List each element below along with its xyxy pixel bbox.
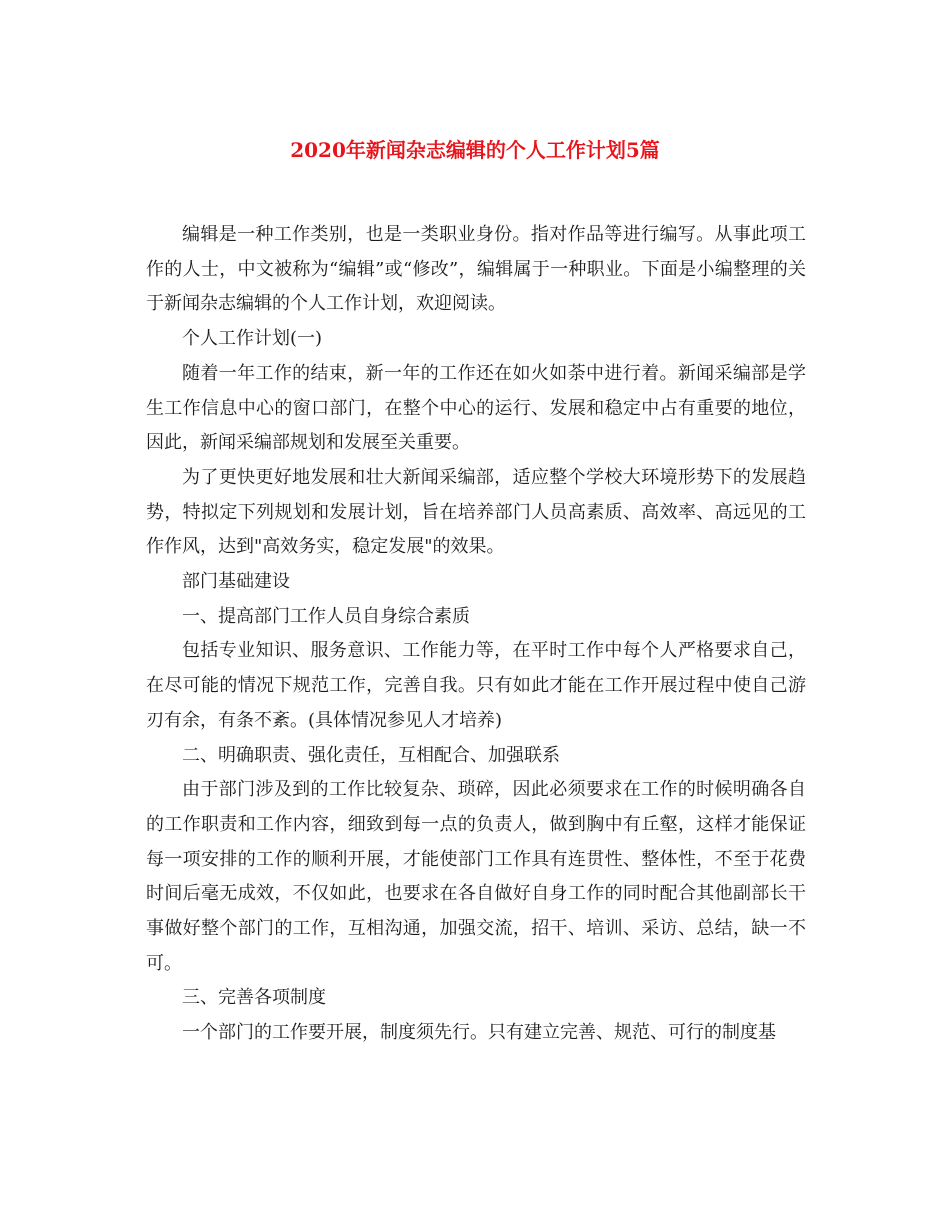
paragraph-background: 随着一年工作的结束，新一年的工作还在如火如荼中进行着。新闻采编部是学生工作信息中心的窗口部门，在整个中心的运行、发展和稳定中占有重要的地位，因此，新闻采编部规划和发展至关重要。 (146, 362, 806, 454)
paragraph-intro: 编辑是一种工作类别，也是一类职业身份。指对作品等进行编写。从事此项工作的人士，中文被称为“编辑”或“修改”，编辑属于一种职业。下面是小编整理的关于新闻杂志编辑的个人工作计划，欢迎阅读。 (146, 224, 806, 315)
heading-section-one: 一、提高部门工作人员自身综合素质 (182, 605, 470, 627)
paragraph-section-one: 包括专业知识、服务意识、工作能力等，在平时工作中每个人严格要求自己，在尽可能的情况下规范工作，完善自我。只有如此才能在工作开展过程中使自己游刃有余，有条不紊。(具体情况参见人才培养) (146, 640, 806, 731)
paragraph-section-three: 一个部门的工作要开展，制度须先行。只有建立完善、规范、可行的制度基 (182, 1022, 776, 1044)
paragraph-section-two: 由于部门涉及到的工作比较复杂、琐碎，因此必须要求在工作的时候明确各自的工作职责和工作内容，细致到每一点的负责人，做到胸中有丘壑，这样才能保证每一项安排的工作的顺利开展，才能使部门工作具有连贯性、整体性，不至于花费时间后毫无成效，不仅如此，也要求在各自做好自身工作的同时配合其他副部长干事做好整个部门的工作，互相沟通，加强交流，招干、培训、采访、总结，缺一不可。 (146, 779, 806, 974)
heading-section-two: 二、明确职责、强化责任，互相配合、加强联系 (182, 744, 560, 766)
document-title: 2020年新闻杂志编辑的个人工作计划5篇 (290, 138, 660, 162)
heading-section-three: 三、完善各项制度 (182, 987, 326, 1009)
heading-department-basics: 部门基础建设 (182, 571, 290, 593)
paragraph-purpose: 为了更快更好地发展和壮大新闻采编部，适应整个学校大环境形势下的发展趋势，特拟定下列规划和发展计划，旨在培养部门人员高素质、高效率、高远见的工作作风，达到"高效务实，稳定发展"的效果。 (146, 466, 806, 558)
document-body (146, 218, 806, 1051)
heading-plan-one: 个人工作计划(一) (182, 328, 323, 350)
